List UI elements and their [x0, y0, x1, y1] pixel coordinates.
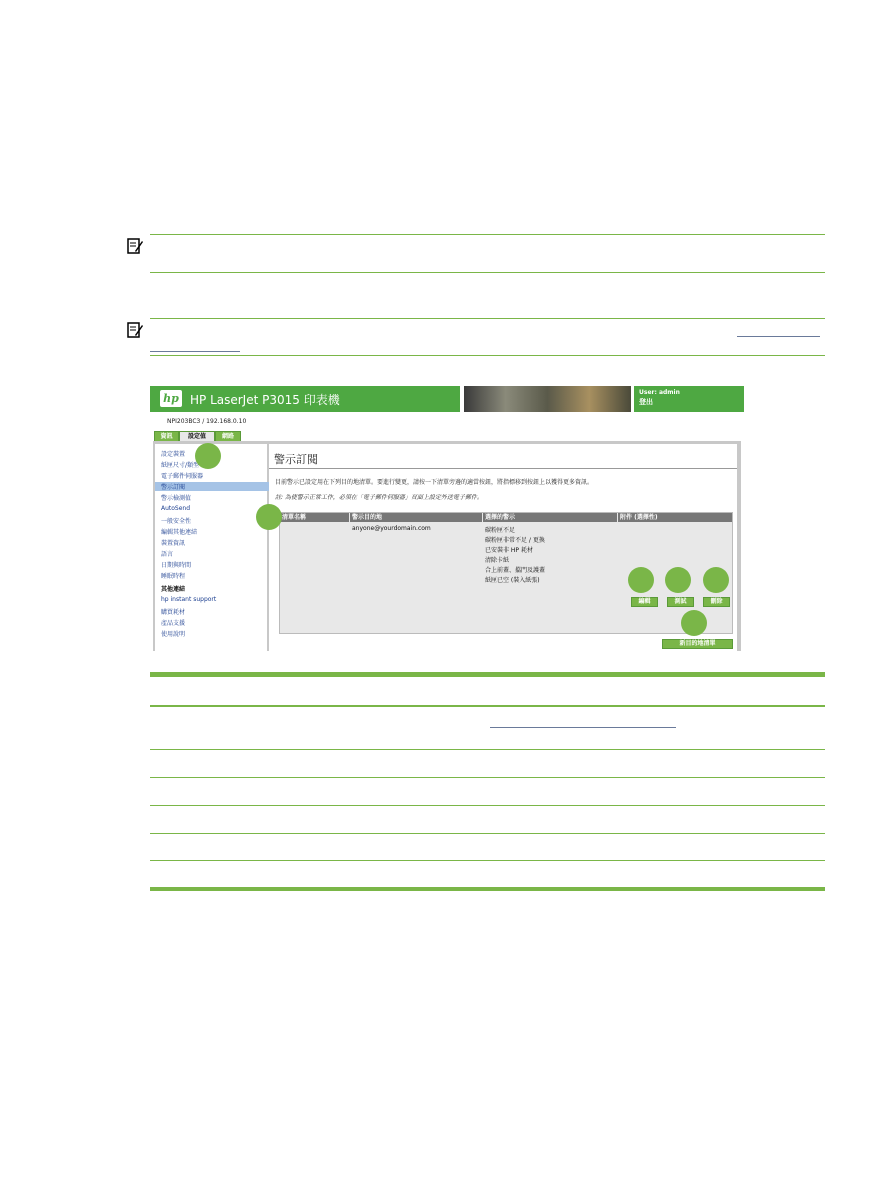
sidebar-item-active[interactable]: 警示訂閱 — [155, 482, 273, 491]
device-ip: NPI203BC3 / 192.168.0.10 — [167, 418, 247, 425]
callout-circle — [681, 610, 707, 636]
ews-screenshot — [150, 386, 744, 652]
col-header: 選擇的警示 — [483, 513, 617, 522]
callout-circle — [195, 443, 221, 469]
destination-email: anyone@yourdomain.com — [352, 525, 431, 532]
note2-bottom-rule — [150, 355, 825, 356]
sidebar-item[interactable]: 警示檢測值 — [161, 495, 192, 502]
delete-button[interactable]: 刪除 — [703, 597, 730, 607]
page-description: 目前警示已設定用在下列目的地清單。要進行變更，請按一下清單旁邊的適當按鈕，將指標移到按鈕上以獲得更多資訊。 — [275, 479, 594, 486]
sidebar-item[interactable]: AutoSend — [161, 505, 191, 512]
alert-item: 紙匣已空 (裝入紙張) — [485, 577, 540, 584]
sidebar-item[interactable]: 設定裝置 — [161, 451, 186, 458]
tab-info[interactable]: 資訊 — [154, 431, 179, 443]
sidebar-item[interactable]: 日期與時間 — [161, 562, 192, 569]
note-top-rule — [150, 234, 825, 235]
test-button[interactable]: 測試 — [667, 597, 694, 607]
sidebar-item[interactable]: 一般安全性 — [161, 518, 192, 525]
table-header-rule — [150, 705, 825, 707]
alert-item: 碳粉匣不足 — [485, 527, 516, 534]
table-row-rule — [150, 833, 825, 834]
link-underline[interactable] — [490, 727, 676, 728]
callout-circle — [628, 567, 654, 593]
sidebar-item[interactable]: 編輯其他連結 — [161, 529, 198, 536]
note-bottom-rule — [150, 272, 825, 273]
user-panel — [634, 386, 744, 412]
sidebar-item[interactable]: 電子郵件伺服器 — [161, 473, 204, 480]
col-header: 警示目的地 — [350, 513, 482, 522]
tab-settings[interactable]: 設定值 — [179, 431, 215, 443]
alerts-table — [279, 512, 733, 634]
user-label: User: admin — [639, 389, 680, 396]
note-icon — [126, 321, 144, 339]
col-header: 附件 (選擇性) — [618, 513, 732, 522]
new-list-button[interactable]: 新目的地清單 — [662, 639, 733, 649]
hp-logo: hp — [160, 390, 182, 407]
table-bottom-bar — [150, 887, 825, 891]
table-row-rule — [150, 749, 825, 750]
sidebar-item[interactable]: 睡眠時程 — [161, 573, 186, 580]
sidebar-heading: 其他連結 — [161, 586, 186, 593]
sidebar — [155, 444, 267, 651]
alert-item: 清除卡紙 — [485, 557, 510, 564]
alert-item: 已安裝非 HP 耗材 — [485, 547, 533, 554]
edit-button[interactable]: 編輯 — [631, 597, 658, 607]
main-panel — [269, 444, 737, 651]
sidebar-item[interactable]: hp instant support — [161, 596, 217, 603]
callout-circle — [665, 567, 691, 593]
printer-title: HP LaserJet P3015 印表機 — [190, 393, 340, 407]
note-icon — [126, 237, 144, 255]
sidebar-item[interactable]: 購買耗材 — [161, 609, 186, 616]
title-divider — [269, 468, 737, 469]
sidebar-item[interactable]: 產品支援 — [161, 620, 186, 627]
link-underline[interactable] — [737, 336, 820, 337]
page-title: 警示訂閱 — [274, 453, 318, 466]
sidebar-item[interactable]: 紙匣尺寸/類型 — [161, 462, 200, 469]
table-row-rule — [150, 805, 825, 806]
table-row-rule — [150, 777, 825, 778]
header-photo — [464, 386, 631, 412]
alert-item: 合上前蓋、擋門及護蓋 — [485, 567, 546, 574]
page-note: 註: 為使警示正常工作，必須在「電子郵件伺服器」頁面上設定外送電子郵件。 — [275, 494, 483, 501]
col-header: 清單名稱 — [280, 513, 349, 522]
link-underline[interactable] — [150, 351, 240, 352]
callout-circle — [703, 567, 729, 593]
sidebar-item[interactable]: 裝置資訊 — [161, 540, 186, 547]
table-top-bar — [150, 672, 825, 677]
callout-circle — [256, 504, 282, 530]
sidebar-item[interactable]: 語言 — [161, 551, 174, 558]
note2-top-rule — [150, 318, 825, 319]
logout-link[interactable]: 登出 — [639, 398, 653, 406]
alert-item: 碳粉匣非常不足 / 更換 — [485, 537, 545, 544]
sidebar-item[interactable]: 使用說明 — [161, 631, 186, 638]
table-row-rule — [150, 860, 825, 861]
tab-network[interactable]: 網路 — [215, 431, 241, 443]
header-bar — [150, 386, 460, 412]
